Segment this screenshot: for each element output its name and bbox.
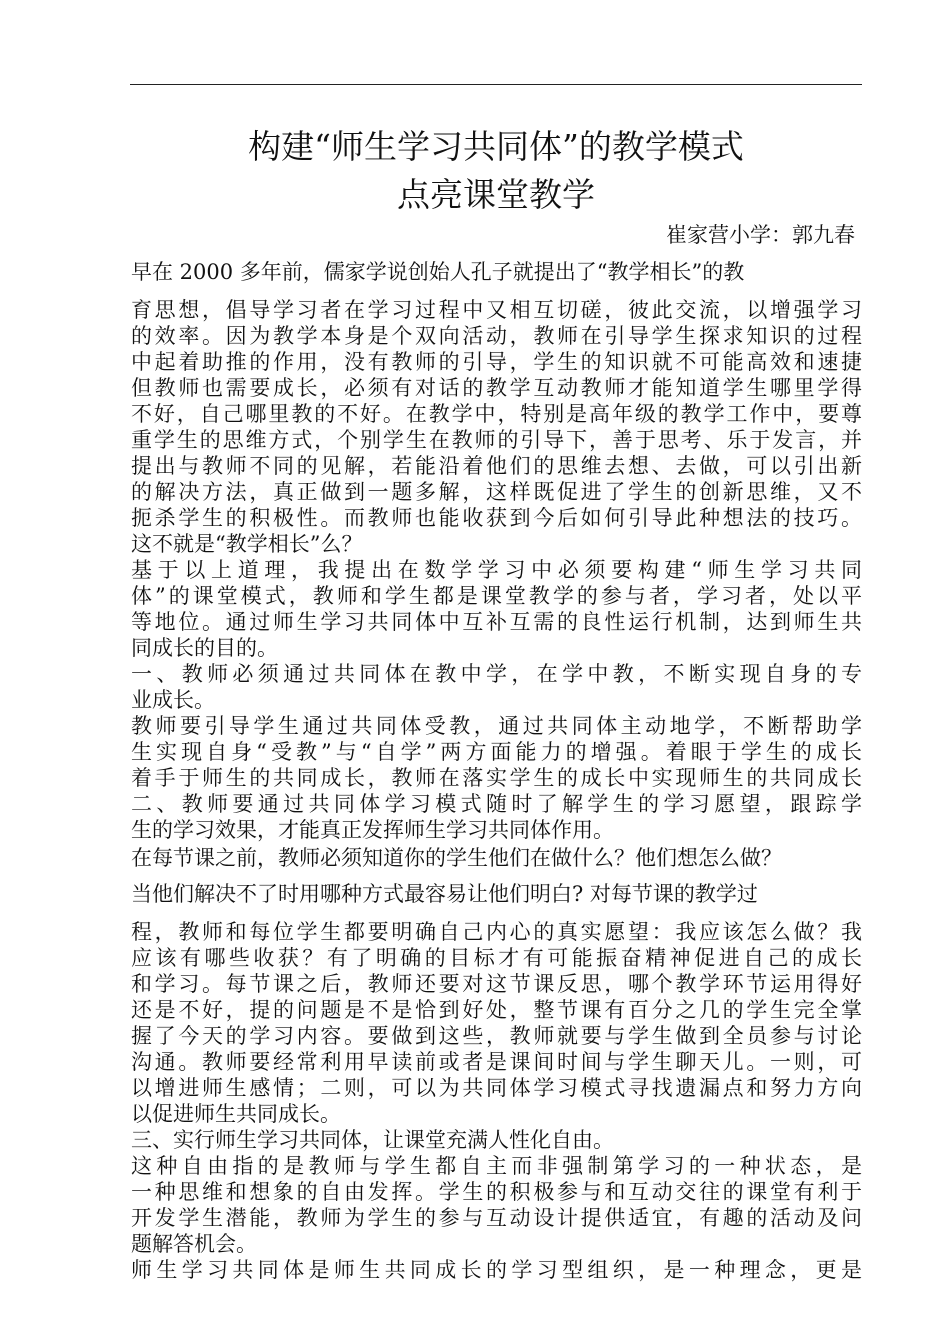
paragraph-line: 早在 2000 多年前，儒家学说创始人孔子就提出了“教学相长”的教 — [131, 260, 745, 284]
page-title: 构建“师生学习共同体”的教学模式 — [248, 127, 744, 166]
paragraph-line: 沟通。教师要经常利用早读前或者是课间时间与学生聊天儿。一则，可 — [131, 1050, 862, 1074]
paragraph-line: 业成长。 — [131, 688, 215, 712]
paragraph-line: 中起着助推的作用，没有教师的引导，学生的知识就不可能高效和速捷 — [131, 350, 862, 374]
header-rule — [130, 84, 862, 85]
paragraph-line: 程，教师和每位学生都要明确自己内心的真实愿望：我应该怎么做？我 — [131, 920, 862, 944]
page-subtitle: 点亮课堂教学 — [397, 175, 595, 214]
paragraph-line: 这种自由指的是教师与学生都自主而非强制第学习的一种状态，是 — [131, 1154, 862, 1178]
paragraph-line: 同成长的目的。 — [131, 636, 278, 660]
paragraph-line: 等地位。通过师生学习共同体中互补互需的良性运行机制，达到师生共 — [131, 610, 862, 634]
paragraph-line: 一、教师必须通过共同体在教中学，在学中教，不断实现自身的专 — [131, 662, 862, 686]
paragraph-line: 重学生的思维方式，个别学生在教师的引导下，善于思考、乐于发言，并 — [131, 428, 862, 452]
paragraph-line: 当他们解决不了时用哪种方式最容易让他们明白? 对每节课的教学过 — [131, 882, 758, 906]
paragraph-line: 三、实行师生学习共同体，让课堂充满人性化自由。 — [131, 1128, 614, 1152]
paragraph-line: 一种思维和想象的自由发挥。学生的积极参与和互动交往的课堂有利于 — [131, 1180, 862, 1204]
paragraph-line: 着手于师生的共同成长，教师在落实学生的成长中实现师生的共同成长 — [131, 766, 862, 790]
paragraph-line: 教师要引导学生通过共同体受教，通过共同体主动地学，不断帮助学 — [131, 714, 862, 738]
paragraph-line: 的解决方法，真正做到一题多解，这样既促进了学生的创新思维，又不 — [131, 480, 862, 504]
paragraph-line: 育思想，倡导学习者在学习过程中又相互切磋，彼此交流，以增强学习 — [131, 298, 862, 322]
paragraph-line: 生实现自身“受教”与“自学”两方面能力的增强。着眼于学生的成长 — [131, 740, 862, 764]
paragraph-line: 和学习。每节课之后，教师还要对这节课反思，哪个教学环节运用得好 — [131, 972, 862, 996]
paragraph-line: 不好，自己哪里教的不好。在教学中，特别是高年级的教学工作中，要尊 — [131, 402, 862, 426]
paragraph-line: 师生学习共同体是师生共同成长的学习型组织，是一种理念，更是 — [131, 1258, 862, 1282]
paragraph-line: 还是不好，提的问题是不是恰到好处，整节课有百分之几的学生完全掌 — [131, 998, 862, 1022]
paragraph-line: 但教师也需要成长，必须有对话的教学互动教师才能知道学生哪里学得 — [131, 376, 862, 400]
paragraph-line: 以促进师生共同成长。 — [131, 1102, 341, 1126]
paragraph-line: 应该有哪些收获？有了明确的目标才有可能振奋精神促进自己的成长 — [131, 946, 862, 970]
paragraph-line: 基于以上道理，我提出在数学学习中必须要构建“师生学习共同 — [131, 558, 862, 582]
paragraph-line: 在每节课之前，教师必须知道你的学生他们在做什么？他们想怎么做？ — [131, 846, 782, 870]
paragraph-line: 体”的课堂模式，教师和学生都是课堂教学的参与者，学习者，处以平 — [131, 584, 862, 608]
paragraph-line: 的效率。因为教学本身是个双向活动，教师在引导学生探求知识的过程 — [131, 324, 862, 348]
paragraph-line: 题解答机会。 — [131, 1232, 257, 1256]
paragraph-line: 提出与教师不同的见解，若能沿着他们的思维去想、去做，可以引出新 — [131, 454, 862, 478]
paragraph-line: 二、教师要通过共同体学习模式随时了解学生的学习愿望，跟踪学 — [131, 792, 862, 816]
paragraph-line: 这不就是“教学相长”么？ — [131, 532, 363, 556]
paragraph-line: 以增进师生感情；二则，可以为共同体学习模式寻找遗漏点和努力方向 — [131, 1076, 862, 1100]
paragraph-line: 扼杀学生的积极性。而教师也能收获到今后如何引导此种想法的技巧。 — [131, 506, 862, 530]
paragraph-line: 握了今天的学习内容。要做到这些，教师就要与学生做到全员参与讨论 — [131, 1024, 862, 1048]
paragraph-line: 生的学习效果，才能真正发挥师生学习共同体作用。 — [131, 818, 614, 842]
paragraph-line: 开发学生潜能，教师为学生的参与互动设计提供适宜，有趣的活动及问 — [131, 1206, 862, 1230]
author-line: 崔家营小学：郭九春 — [666, 223, 855, 247]
